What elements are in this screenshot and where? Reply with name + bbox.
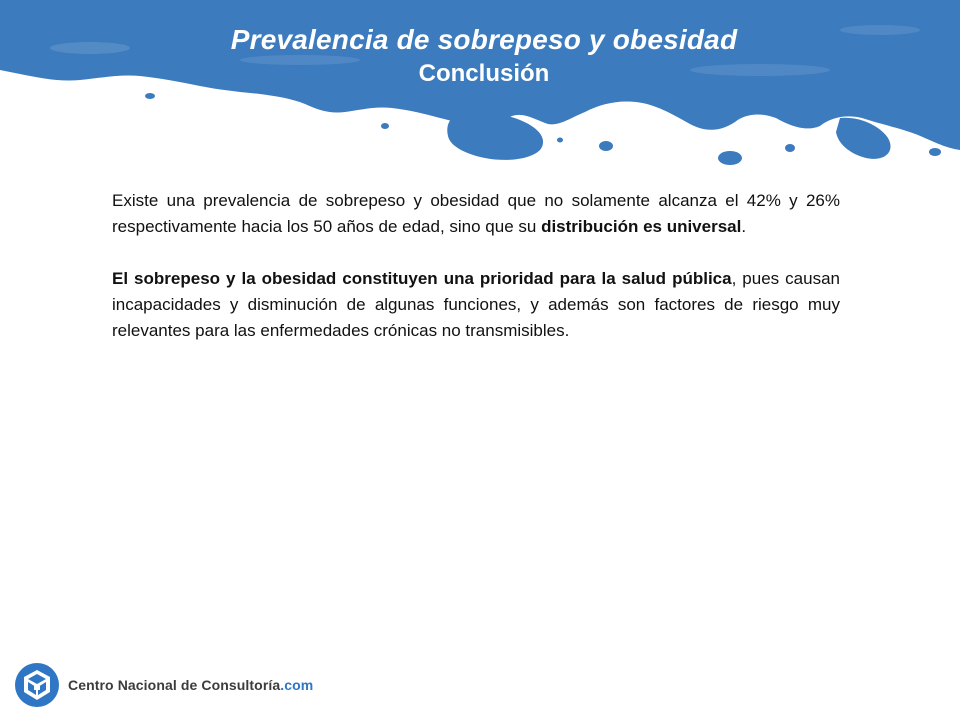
banner-drop: [557, 138, 563, 143]
paragraph-emphasis: El sobrepeso y la obesidad constituyen una prioridad para la salud pública: [112, 269, 732, 288]
brand-name-text: Centro Nacional de Consultoría: [68, 677, 281, 693]
paragraph-text: , pues causan incapacidades y disminución de algunas funciones, y además son factores de riesgo muy relevantes para las enfermedades crónicas no transmisibles.: [112, 269, 840, 340]
slide-body: [112, 188, 840, 370]
banner-drip-center: [447, 113, 543, 160]
cnc-logo-icon: [14, 662, 60, 708]
paragraph-text: Existe una prevalencia de sobrepeso y obesidad que no solamente alcanza el 42% y 26% respectivamente hacia los 50 años de edad, sino que su: [112, 191, 840, 236]
paragraph-priority: [112, 266, 840, 344]
brand-name: [68, 677, 313, 693]
banner-drop: [599, 141, 613, 151]
brand-domain: .com: [280, 677, 314, 693]
banner-drop: [381, 123, 389, 129]
paragraph-prevalence: [112, 188, 840, 240]
paragraph-text: .: [741, 217, 747, 236]
paragraph-emphasis: distribución es universal: [541, 217, 742, 236]
banner-drop: [785, 144, 795, 152]
banner-drop: [929, 148, 941, 156]
slide-title: Prevalencia de sobrepeso y obesidad: [230, 24, 738, 55]
footer-logo: [14, 655, 313, 715]
slide-subtitle: Conclusión: [418, 60, 550, 87]
banner-drop: [718, 151, 742, 165]
slide-header: [0, 22, 960, 90]
banner-drop: [145, 93, 155, 99]
